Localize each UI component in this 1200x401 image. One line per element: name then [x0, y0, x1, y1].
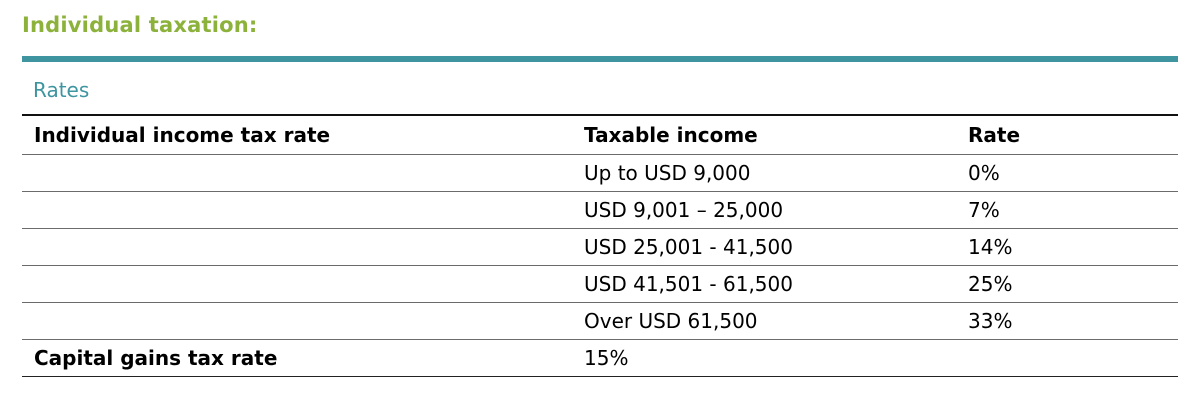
accent-bar — [22, 56, 1178, 62]
tax-rates-table — [22, 114, 1178, 377]
rate-cell: 33% — [956, 303, 1178, 340]
capital-gains-rate: 15% — [572, 340, 956, 377]
page-heading: Individual taxation: — [22, 13, 258, 37]
capital-gains-extra — [956, 340, 1178, 377]
table-row — [22, 303, 1178, 340]
row-label — [22, 155, 572, 192]
row-label — [22, 266, 572, 303]
row-label — [22, 229, 572, 266]
section-title: Rates — [33, 78, 90, 102]
taxable-income-cell: USD 41,501 - 61,500 — [572, 266, 956, 303]
rate-cell: 14% — [956, 229, 1178, 266]
column-header-taxable-income: Taxable income — [572, 115, 956, 155]
table-row — [22, 266, 1178, 303]
taxable-income-cell: USD 9,001 – 25,000 — [572, 192, 956, 229]
taxable-income-cell: Over USD 61,500 — [572, 303, 956, 340]
table-row — [22, 229, 1178, 266]
rate-cell: 0% — [956, 155, 1178, 192]
column-header-rate: Rate — [956, 115, 1178, 155]
capital-gains-row — [22, 340, 1178, 377]
row-label — [22, 192, 572, 229]
capital-gains-label: Capital gains tax rate — [22, 340, 572, 377]
column-header-category: Individual income tax rate — [22, 115, 572, 155]
table-header-row — [22, 115, 1178, 155]
table-row — [22, 155, 1178, 192]
rate-cell: 7% — [956, 192, 1178, 229]
taxable-income-cell: USD 25,001 - 41,500 — [572, 229, 956, 266]
rate-cell: 25% — [956, 266, 1178, 303]
table-row — [22, 192, 1178, 229]
taxable-income-cell: Up to USD 9,000 — [572, 155, 956, 192]
row-label — [22, 303, 572, 340]
